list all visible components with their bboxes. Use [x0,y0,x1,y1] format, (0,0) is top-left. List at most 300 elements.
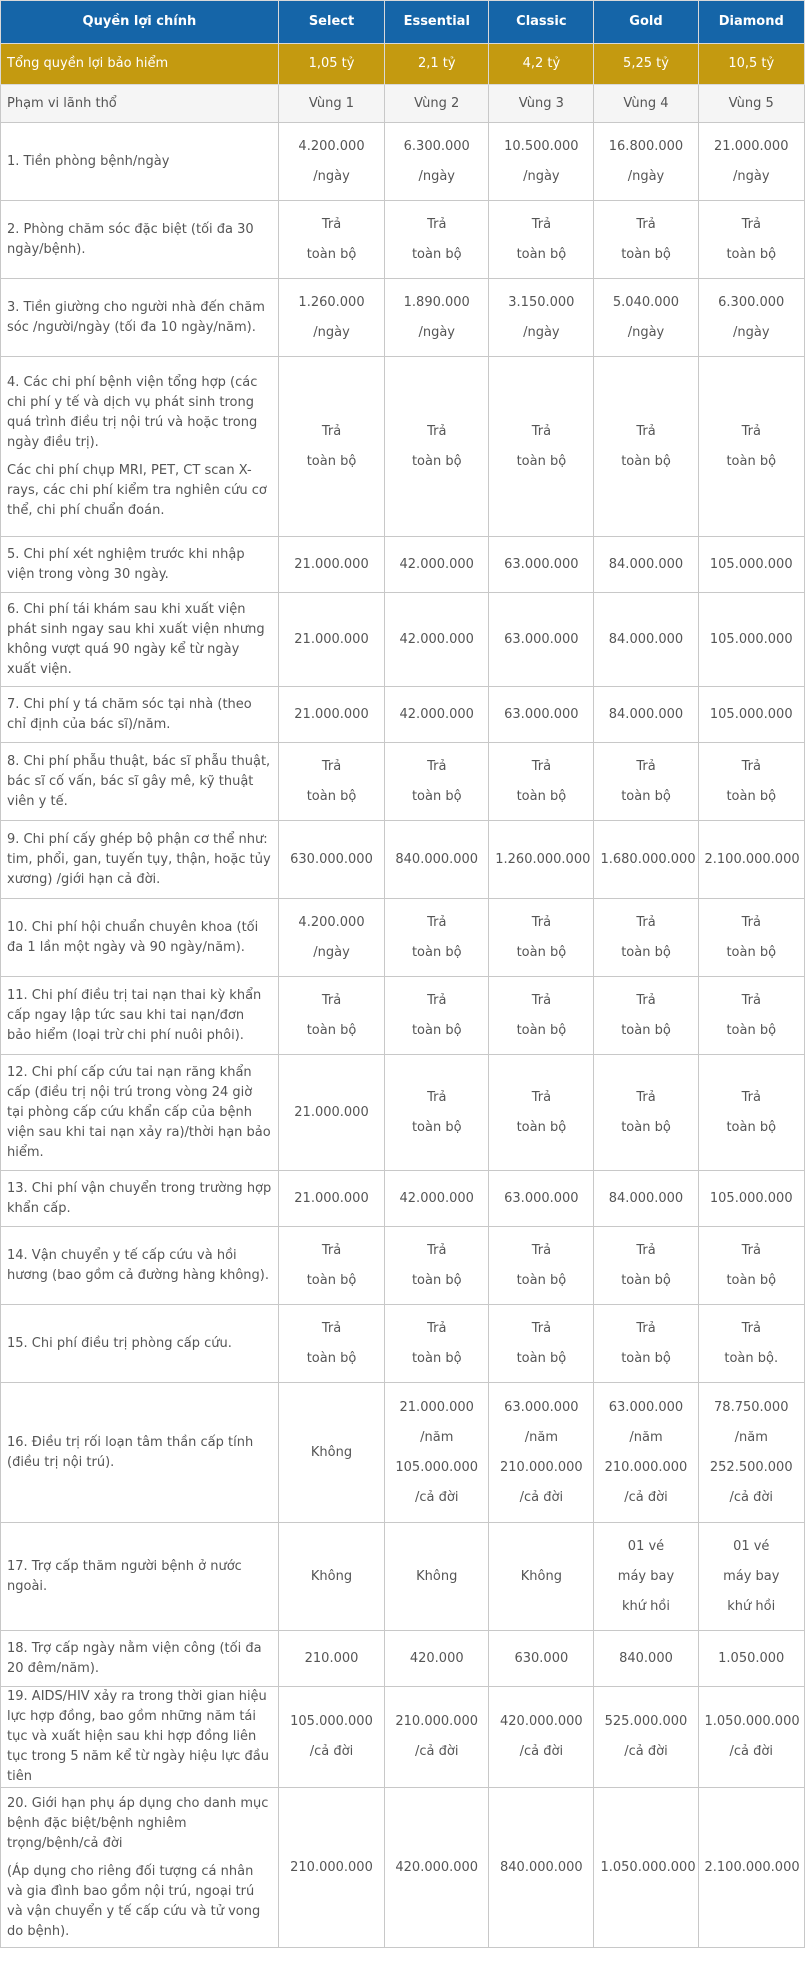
benefit-label-text: 10. Chi phí hội chuẩn chuyên khoa (tối đa 1 lần một ngày và 90 ngày/năm). [7,919,259,955]
table-row [1,1055,805,1171]
header-plan-select: Select [278,1,384,44]
benefit-value [594,821,698,899]
benefit-value [698,123,805,201]
table-row [1,977,805,1055]
table-row [1,1687,805,1788]
benefit-value-line: 21.000.000 [294,706,369,722]
benefit-value [385,1523,489,1631]
benefit-value-line: Trả [741,992,761,1008]
benefit-value [594,537,698,593]
benefit-value [385,201,489,279]
benefit-value [385,1171,489,1227]
benefit-value-line: Trả [741,1089,761,1105]
benefit-label [1,1383,279,1523]
total-label: Tổng quyền lợi bảo hiểm [1,44,279,85]
benefit-label-text: 15. Chi phí điều trị phòng cấp cứu. [7,1335,232,1351]
benefit-value-line: toàn bộ [516,1119,567,1135]
benefit-value-line: Trả [531,758,552,774]
benefit-value-line: Trả [741,914,761,930]
benefit-label [1,1305,279,1383]
table-row [1,1171,805,1227]
benefit-value-line: 3.150.000 [508,294,575,310]
benefit-value-line: khứ hồi [727,1598,776,1614]
benefit-value-line: toàn bộ [621,1022,671,1038]
benefit-value-line: 16.800.000 [608,138,684,154]
benefit-value [594,977,698,1055]
benefit-value-line: Trả [427,1242,447,1258]
benefit-value-line: Trả [321,1242,342,1258]
benefit-value [385,687,489,743]
benefit-value-line: 1.050.000 [718,1650,785,1666]
benefit-label [1,279,279,357]
total-row [1,44,805,85]
benefit-value-line: /cả đời [415,1489,459,1505]
total-value: 2,1 tỷ [385,44,489,85]
benefit-value-line: 63.000.000 [504,1399,579,1415]
benefit-value-line: 21.000.000 [294,631,369,647]
benefit-value [698,1305,805,1383]
benefit-value-line: Trả [321,423,342,439]
benefit-value-line: Trả [741,1320,761,1336]
benefit-label [1,85,279,123]
benefit-value-line: Trả [531,423,552,439]
benefit-label-text: 6. Chi phí tái khám sau khi xuất viện phát sinh ngay sau khi xuất viện nhưng không vượt quá 90 ngày kể từ ngày xuất viện. [7,601,265,677]
benefit-value-line: toàn bộ [411,1119,462,1135]
benefit-value-line: 21.000.000 [294,1190,369,1206]
benefit-value [489,1055,594,1171]
benefit-value [385,977,489,1055]
benefit-value-line: toàn bộ [726,1022,777,1038]
benefit-value-line: 84.000.000 [608,631,684,647]
benefit-value-line: toàn bộ [726,1119,777,1135]
benefit-value [278,687,384,743]
benefit-value-line: 210.000.000 [500,1459,583,1475]
benefit-value [385,85,489,123]
benefit-label [1,123,279,201]
benefit-value-line: Trả [636,758,656,774]
benefit-value-line: 01 vé [627,1538,665,1554]
benefit-value-line: 525.000.000 [604,1714,688,1729]
benefit-value-line: Trả [321,758,342,774]
benefit-value-line: /cả đời [415,1744,459,1759]
benefit-label-text: 3. Tiền giường cho người nhà đến chăm sóc /người/ngày (tối đa 10 ngày/năm). [7,299,265,335]
benefit-value-line: 21.000.000 [294,556,369,572]
benefit-value [385,1305,489,1383]
benefit-value [594,1055,698,1171]
benefit-value-line: /cả đời [309,1744,354,1759]
benefit-value [698,1788,805,1948]
benefit-value-line: 42.000.000 [399,556,474,572]
benefit-value [489,1788,594,1948]
benefit-value-line: Trả [741,216,761,232]
benefit-value-line: 105.000.000 [290,1714,373,1729]
benefit-value [594,279,698,357]
benefit-value-line: 840.000.000 [500,1859,583,1875]
header-row [1,1,805,44]
benefit-value [489,821,594,899]
benefit-value [489,977,594,1055]
benefit-value-line: 840.000.000 [395,851,479,867]
benefit-value-line: Trả [321,216,342,232]
benefit-value-line: Vùng 3 [518,95,564,111]
benefit-value-line: /cả đời [519,1489,564,1505]
table-row [1,899,805,977]
benefit-value [698,899,805,977]
table-row [1,687,805,743]
benefit-value-line: 105.000.000 [709,1190,793,1206]
table-row [1,821,805,899]
benefit-value [489,687,594,743]
benefit-label [1,1171,279,1227]
benefit-value [278,1227,384,1305]
benefit-label-note: Các chi phí chụp MRI, PET, CT scan X-rays, các chi phí kiểm tra nghiên cứu cơ thể, chi phí chuẩn đoán. [7,462,267,518]
benefit-value-line: toàn bộ [726,453,777,469]
benefit-value [489,593,594,687]
benefit-label [1,537,279,593]
benefit-value-line: Vùng 2 [414,95,460,111]
benefit-label-text: 17. Trợ cấp thăm người bệnh ở nước ngoài. [7,1558,242,1594]
benefit-value-line: Trả [531,992,552,1008]
benefit-value-line: toàn bộ [306,1350,357,1366]
total-value: 10,5 tỷ [698,44,805,85]
benefit-value [489,357,594,537]
benefit-value-line: Trả [427,758,447,774]
table-row [1,1788,805,1948]
benefit-value [385,593,489,687]
benefit-value-line: Trả [531,1089,552,1105]
benefit-label [1,1788,279,1948]
benefit-label-text: Phạm vi lãnh thổ [7,95,117,111]
benefit-value-line: 2.100.000.000 [704,851,800,867]
table-row [1,743,805,821]
table-row [1,123,805,201]
benefit-value [698,537,805,593]
benefit-value-line: toàn bộ [411,788,462,804]
benefit-value-line: Trả [427,1089,447,1105]
benefit-value-line: Không [416,1568,458,1584]
benefit-value-line: toàn bộ [621,1350,671,1366]
header-plan-classic: Classic [489,1,594,44]
benefit-value-line: 84.000.000 [608,1190,684,1206]
table-row [1,357,805,537]
benefit-value [278,1523,384,1631]
benefit-value [698,279,805,357]
benefit-value-line: Vùng 1 [308,95,355,111]
benefit-value-line: 1.050.000.000 [600,1859,696,1875]
benefit-value-line: toàn bộ [306,1022,357,1038]
benefit-value [489,1305,594,1383]
benefit-value-line: 63.000.000 [504,706,579,722]
benefit-value [594,123,698,201]
benefit-value-line: 78.750.000 [714,1399,789,1415]
benefit-value-line: toàn bộ [621,788,671,804]
benefit-label [1,1631,279,1687]
benefit-value-line: /cả đời [624,1489,668,1505]
benefit-value [385,537,489,593]
benefit-label [1,357,279,537]
benefit-value-line: 210.000 [304,1650,359,1666]
benefit-value [278,1171,384,1227]
benefit-value [489,85,594,123]
benefit-value-line: toàn bộ [516,246,567,262]
benefit-value-line: 01 vé [733,1538,770,1554]
benefit-label-text: 1. Tiền phòng bệnh/ngày [7,153,170,169]
benefit-value [489,201,594,279]
benefit-value [278,743,384,821]
benefit-label-note: (Áp dụng cho riêng đối tượng cá nhân và gia đình bao gồm nội trú, ngoại trú và vận chuyển y tế cấp cứu và tử vong do bệnh). [7,1863,261,1939]
benefit-value [594,201,698,279]
benefit-value-line: 105.000.000 [709,706,793,722]
benefit-value-line: /ngày [418,168,455,184]
benefit-value-line: toàn bộ [726,788,777,804]
benefit-value [594,1631,698,1687]
benefit-value-line: /năm [734,1429,768,1445]
table-row [1,201,805,279]
benefit-value [594,1788,698,1948]
benefit-value-line: toàn bộ [411,1022,462,1038]
header-plan-diamond: Diamond [698,1,805,44]
benefit-value [698,85,805,123]
benefit-value-line: 6.300.000 [403,138,470,154]
table-row [1,1631,805,1687]
benefit-value-line: Trả [531,1320,552,1336]
benefit-value-line: Trả [741,758,761,774]
benefit-value [698,977,805,1055]
benefit-value-line: 210.000.000 [604,1459,688,1475]
benefit-value-line: 10.500.000 [504,138,579,154]
benefit-value-line: /năm [629,1429,663,1445]
benefit-value [489,537,594,593]
benefit-value [278,201,384,279]
benefit-value [698,357,805,537]
benefit-label-text: 13. Chi phí vận chuyển trong trường hợp khẩn cấp. [7,1180,272,1216]
benefit-value [698,1171,805,1227]
benefit-value-line: 1.260.000 [298,294,365,310]
benefit-value-line: Trả [321,1320,342,1336]
benefit-value-line: 4.200.000 [298,914,365,930]
benefit-value [385,1055,489,1171]
benefit-value-line: /năm [420,1429,454,1445]
benefit-value-line: /ngày [732,324,770,340]
benefit-value [594,687,698,743]
benefit-value-line: Trả [427,914,447,930]
benefit-value-line: /ngày [313,168,350,184]
benefit-value-line: 630.000.000 [290,851,373,867]
benefit-value [489,1171,594,1227]
benefit-value-line: 105.000.000 [709,556,793,572]
benefit-value [489,1687,594,1788]
benefit-value-line: 63.000.000 [608,1399,684,1415]
benefit-value-line: toàn bộ [516,788,567,804]
benefit-value [594,1383,698,1523]
benefit-value [385,279,489,357]
benefit-value-line: Trả [531,1242,552,1258]
table-row [1,1383,805,1523]
benefit-label [1,201,279,279]
benefit-value-line: 1.890.000 [403,294,470,310]
benefit-value-line: /cả đời [624,1744,668,1759]
benefit-value-line: Trả [636,914,656,930]
benefit-value [594,1171,698,1227]
benefit-label-text: 19. AIDS/HIV xảy ra trong thời gian hiệu lực hợp đồng, bao gồm những năm tái tục và xuất hiện sau khi hợp đồng liên tục trong 5 năm kể từ ngày hiệu lực đầu tiên [7,1689,269,1784]
benefit-value-line: Trả [531,216,552,232]
table-row [1,1305,805,1383]
benefit-value [385,821,489,899]
benefit-value-line: 252.500.000 [709,1459,793,1475]
benefit-value-line: Trả [531,914,552,930]
benefit-value [278,1305,384,1383]
benefit-value-line: toàn bộ [306,246,357,262]
benefit-value [278,279,384,357]
table-row [1,593,805,687]
benefit-value [698,743,805,821]
benefit-value [385,1788,489,1948]
benefit-value [489,123,594,201]
benefit-value-line: 210.000.000 [395,1714,479,1729]
benefit-value-line: Trả [427,423,447,439]
benefit-value [278,1055,384,1171]
benefit-label [1,743,279,821]
benefit-value-line: 105.000.000 [395,1459,479,1475]
benefit-value [278,123,384,201]
benefit-value [594,1305,698,1383]
benefit-label [1,593,279,687]
benefit-value-line: /cả đời [729,1744,773,1759]
benefit-value-line: /năm [524,1429,558,1445]
benefit-value [278,537,384,593]
benefit-value-line: 4.200.000 [298,138,365,154]
benefit-value-line: toàn bộ [726,944,777,960]
benefit-value-line: 630.000 [514,1650,569,1666]
benefit-value-line: toàn bộ [516,1350,567,1366]
benefit-value [594,1687,698,1788]
benefit-value-line: toàn bộ [621,246,671,262]
benefit-label-text: 5. Chi phí xét nghiệm trước khi nhập viện trong vòng 30 ngày. [7,546,245,582]
benefit-value [594,593,698,687]
benefit-value-line: /ngày [418,324,455,340]
benefit-value-line: Trả [741,1242,761,1258]
benefit-value-line: /ngày [627,324,665,340]
benefit-value-line: Không [310,1444,353,1460]
benefit-value-line: /ngày [313,324,350,340]
benefit-value-line: toàn bộ [411,1272,462,1288]
benefit-value-line: toàn bộ [516,1272,567,1288]
benefit-value-line: /cả đời [729,1489,773,1505]
benefit-value [594,1227,698,1305]
benefit-value-line: toàn bộ [411,453,462,469]
benefit-value [489,1631,594,1687]
benefit-value-line: Trả [636,1242,656,1258]
benefit-value-line: Trả [636,423,656,439]
benefit-label-text: 8. Chi phí phẫu thuật, bác sĩ phẫu thuật, bác sĩ cố vấn, bác sĩ gây mê, kỹ thuật viên y tế. [7,753,271,809]
benefit-value-line: toàn bộ [411,246,462,262]
benefit-value [278,821,384,899]
benefit-value-line: toàn bộ [411,1350,462,1366]
benefit-value-line: 42.000.000 [399,706,474,722]
table-row [1,537,805,593]
benefit-value [594,357,698,537]
table-row [1,1523,805,1631]
benefit-value [278,899,384,977]
benefit-value-line: /ngày [523,168,560,184]
benefit-value-line: Trả [741,423,761,439]
benefit-value [278,1383,384,1523]
benefit-value-line: 21.000.000 [714,138,789,154]
benefit-label [1,1055,279,1171]
table-row [1,85,805,123]
benefit-value-line: toàn bộ [621,944,671,960]
benefit-value [489,1523,594,1631]
benefit-label [1,687,279,743]
table-row [1,1227,805,1305]
benefit-value-line: toàn bộ [306,1272,357,1288]
benefit-value-line: máy bay [617,1568,675,1584]
benefit-value [385,357,489,537]
benefit-label-text: 4. Các chi phí bệnh viện tổng hợp (các chi phí y tế và dịch vụ phát sinh trong quá trình điều trị nội trú và hoặc trong ngày điều trị). [7,374,258,450]
benefit-value [489,899,594,977]
benefit-label [1,1523,279,1631]
benefit-value [278,977,384,1055]
benefit-value [698,687,805,743]
benefit-label-text: 11. Chi phí điều trị tai nạn thai kỳ khẩn cấp ngay lập tức sau khi tai nạn/đơn bảo hiểm (loại trừ chi phí nuôi phôi). [7,987,262,1043]
benefit-value-line: 2.100.000.000 [704,1859,800,1875]
benefit-label-text: 9. Chi phí cấy ghép bộ phận cơ thể như: tim, phổi, gan, tuyến tụy, thận, hoặc tủy xương) /giới hạn cả đời. [7,831,271,887]
benefit-value-line: 63.000.000 [504,631,579,647]
benefit-value [385,1631,489,1687]
header-label-col: Quyền lợi chính [1,1,279,44]
benefit-value [594,1523,698,1631]
benefit-label [1,1227,279,1305]
benefit-value-line: 6.300.000 [718,294,785,310]
benefit-value [594,743,698,821]
benefit-value-line: 1.050.000.000 [704,1714,800,1729]
benefit-value-line: 210.000.000 [290,1859,373,1875]
benefit-value-line: toàn bộ [621,1119,671,1135]
benefit-value [385,1687,489,1788]
benefit-value [278,1687,384,1788]
benefit-value-line: Vùng 4 [623,95,669,111]
benefit-value-line: 63.000.000 [504,556,579,572]
benefit-value-line: Trả [636,216,656,232]
benefit-label-text: 2. Phòng chăm sóc đặc biệt (tối đa 30 ngày/bệnh). [7,221,254,257]
benefit-value-line: 21.000.000 [294,1104,369,1120]
benefit-value-line: 1.680.000.000 [600,851,696,867]
benefit-value-line: Trả [321,992,342,1008]
benefit-value-line: máy bay [723,1568,780,1584]
benefit-value-line: toàn bộ [411,944,462,960]
benefit-value [594,85,698,123]
benefit-value-line: 5.040.000 [612,294,680,310]
benefit-label-text: 14. Vận chuyển y tế cấp cứu và hồi hương (bao gồm cả đường hàng không). [7,1247,269,1283]
header-plan-gold: Gold [594,1,698,44]
benefit-label [1,899,279,977]
benefit-value [698,1227,805,1305]
benefit-value-line: 84.000.000 [608,556,684,572]
benefit-value [489,1227,594,1305]
benefit-value-line: 21.000.000 [399,1399,474,1415]
benefit-value [698,593,805,687]
benefit-value-line: 105.000.000 [709,631,793,647]
benefit-label [1,821,279,899]
benefit-value-line: toàn bộ [306,788,357,804]
benefit-value [698,1383,805,1523]
benefit-value-line: 84.000.000 [608,706,684,722]
benefit-value-line: toàn bộ [726,1272,777,1288]
benefit-value-line: 1.260.000.000 [495,851,591,867]
benefit-value-line: /cả đời [519,1744,564,1759]
benefit-value-line: Trả [427,1320,447,1336]
benefit-value-line: toàn bộ [516,1022,567,1038]
